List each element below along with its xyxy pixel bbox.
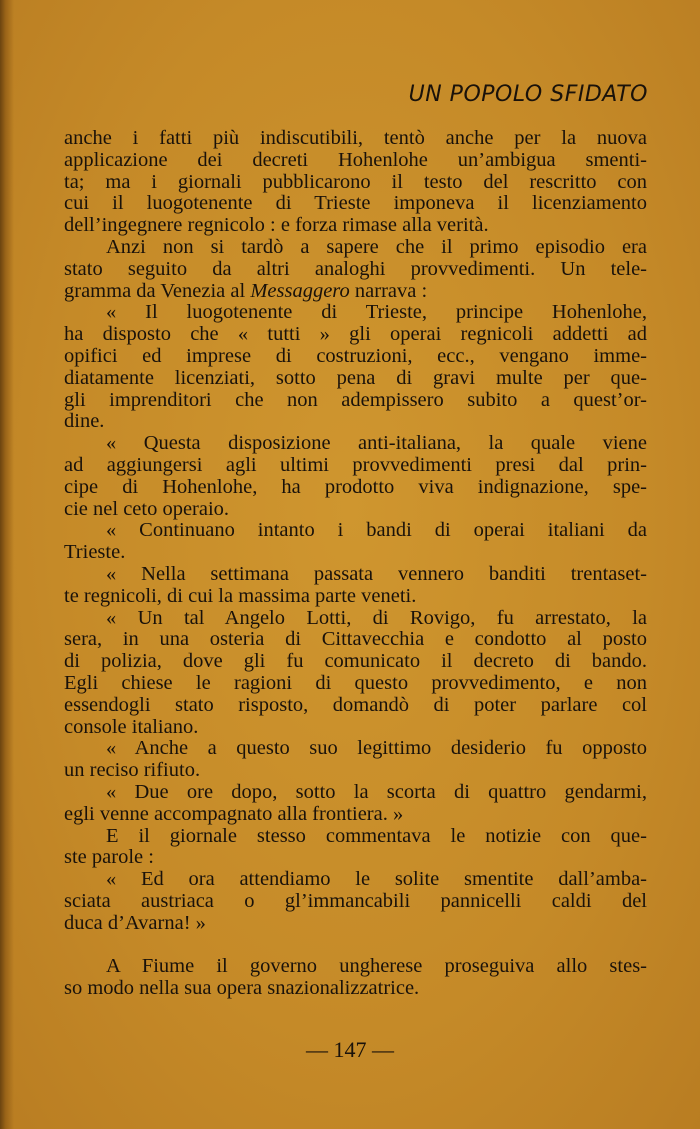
text-line: dine. <box>64 410 105 433</box>
text-line: opifici ed imprese di costruzioni, ecc., vengano imme- <box>64 344 647 367</box>
text-line: applicazione dei decreti Hohenlohe un’ambigua smenti- <box>64 148 647 171</box>
text-line: cipe di Hohenlohe, ha prodotto viva indignazione, spe- <box>64 475 647 498</box>
text-line: diatamente licenziati, sotto pena di gravi multe per que- <box>64 366 647 389</box>
text-line: cie nel ceto operaio. <box>64 497 230 520</box>
text-line: Trieste. <box>64 541 126 564</box>
text-line: so modo nella sua opera snazionalizzatrice. <box>64 977 420 1000</box>
text-line: te regnicoli, di cui la massima parte veneti. <box>64 584 417 607</box>
text-line: « Il luogotenente di Trieste, principe Hohenlohe, <box>106 301 647 324</box>
text-line: egli venne accompagnato alla frontiera. » <box>64 802 404 825</box>
text-line: « Continuano intanto i bandi di operai italiani da <box>106 519 647 542</box>
text-line: sciata austriaca o gl’immancabili pannicelli caldi del <box>64 889 647 912</box>
text-line: sera, in una osteria di Cittavecchia e condotto al posto <box>64 628 647 651</box>
body-text <box>64 128 647 1000</box>
text-line: « Due ore dopo, sotto la scorta di quattro gendarmi, <box>106 780 647 803</box>
text-line: « Questa disposizione anti-italiana, la quale viene <box>106 432 647 455</box>
text-line: gli imprenditori che non adempissero subito a quest’or- <box>64 388 647 411</box>
text-line: ste parole : <box>64 846 154 869</box>
text-line: duca d’Avarna! » <box>64 911 206 934</box>
newspaper-name: Messaggero <box>250 279 350 302</box>
text-line: dell’ingegnere regnicolo : e forza rimase alla verità. <box>64 214 489 237</box>
page-binding-edge <box>0 0 14 1129</box>
line-text: gramma da Venezia al <box>64 279 246 302</box>
text-line: Anzi non si tardò a sapere che il primo episodio era <box>106 235 647 258</box>
text-line: anche i fatti più indiscutibili, tentò anche per la nuova <box>64 127 647 149</box>
text-line: « Anche a questo suo legittimo desiderio fu opposto <box>106 737 647 760</box>
text-line: console italiano. <box>64 715 199 738</box>
running-title: UN POPOLO SFIDATO <box>408 82 648 107</box>
text-line: E il giornale stesso commentava le notizie con que- <box>106 824 647 847</box>
page-number: — 147 — <box>306 1037 394 1062</box>
text-line: ha disposto che « tutti » gli operai regnicoli addetti ad <box>64 323 647 346</box>
text-line: di polizia, dove gli fu comunicato il decreto di bando. <box>64 650 647 673</box>
line-text: narrava : <box>354 279 428 302</box>
text-line: cui il luogotenente di Trieste imponeva il licenziamento <box>64 192 647 215</box>
text-line: « Ed ora attendiamo le solite smentite dall’amba- <box>106 868 647 891</box>
text-line: un reciso rifiuto. <box>64 759 201 782</box>
text-line: « Un tal Angelo Lotti, di Rovigo, fu arrestato, la <box>106 606 647 629</box>
text-line: stato seguito da altri analoghi provvedimenti. Un tele- <box>64 257 647 280</box>
text-line <box>64 281 647 303</box>
text-line: A Fiume il governo ungherese proseguiva allo stes- <box>106 955 647 978</box>
text-line: Egli chiese le ragioni di questo provvedimento, e non <box>64 671 647 694</box>
text-line: ta; ma i giornali pubblicarono il testo del rescritto con <box>64 170 647 193</box>
text-line: ad aggiungersi agli ultimi provvedimenti presi dal prin- <box>64 453 647 476</box>
text-line: essendogli stato risposto, domandò di poter parlare col <box>64 693 647 716</box>
text-line: « Nella settimana passata vennero banditi trentaset- <box>106 562 647 585</box>
paragraph-gap <box>64 934 647 956</box>
